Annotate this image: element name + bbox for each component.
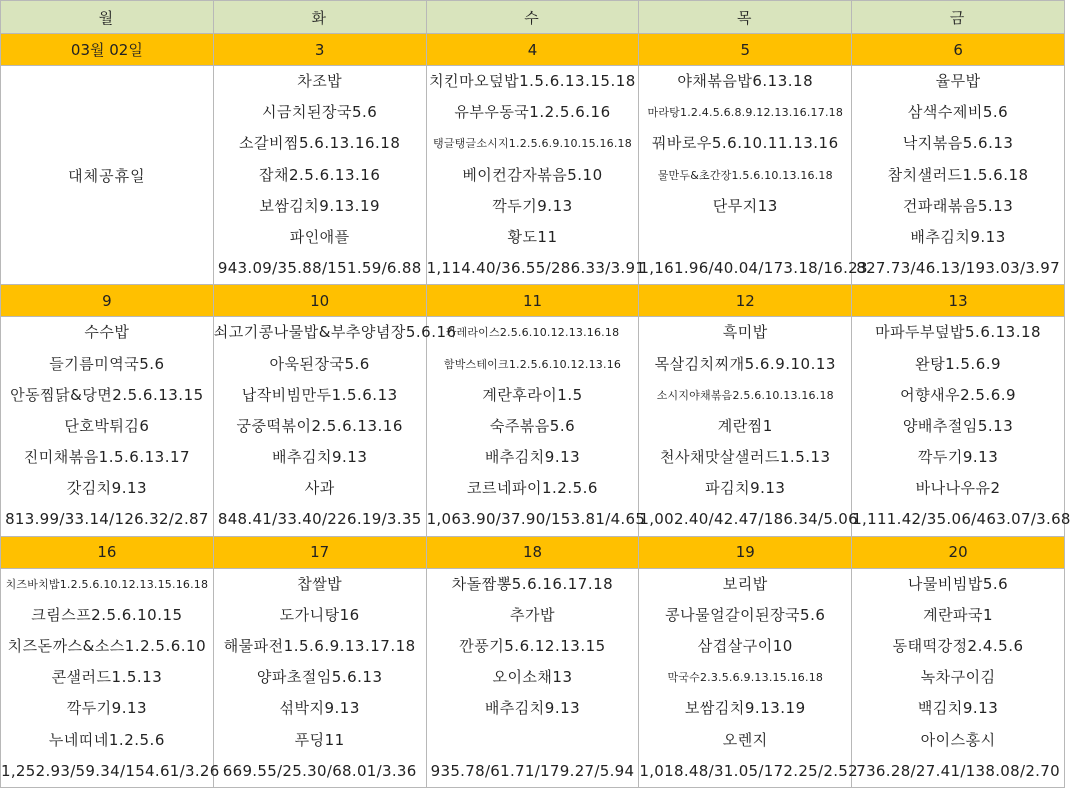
menu-item: 흑미밥 — [722, 323, 768, 342]
nutrition-info: 827.73/46.13/193.03/3.97 — [856, 259, 1060, 278]
menu-item: 천사채맛살샐러드1.5.13 — [659, 448, 831, 467]
menu-item: 삼겹살구이10 — [697, 637, 793, 655]
menu-item: 크림스프2.5.6.10.15 — [31, 605, 183, 624]
menu-item: 깐풍기5.6.12.13.15 — [459, 637, 606, 655]
menu-cell-mon — [1, 568, 220, 787]
menu-item: 단호박튀김6 — [64, 416, 150, 435]
menu-item — [639, 222, 851, 253]
menu-item: 쇠고기콩나물밥&부추양념장5.6.16 — [213, 323, 457, 342]
menu-cell-thu — [639, 568, 858, 787]
menu-item: 누네띠네1.2.5.6 — [48, 730, 165, 749]
date-cell-wed: 11 — [426, 285, 639, 317]
menu-item: 배추김치9.13 — [484, 448, 581, 467]
menu-cell-mon — [1, 66, 214, 285]
menu-cell-tue — [213, 568, 426, 787]
menu-item: 보쌈김치9.13.19 — [259, 196, 381, 215]
menu-item: 꿔바로우5.6.10.11.13.16 — [651, 134, 839, 153]
menu-item: 콩나물얼갈이된장국5.6 — [665, 605, 826, 624]
date-cell-tue: 17 — [213, 536, 426, 568]
menu-item: 추가밥 — [510, 605, 555, 624]
weekday-header-row — [1, 1, 1065, 34]
date-cell-tue: 3 — [213, 34, 426, 66]
menu-item: 율무밥 — [935, 72, 981, 90]
menu-body — [1, 34, 1071, 788]
menu-item: 배추김치9.13 — [484, 699, 581, 718]
menu-item: 카레라이스2.5.6.10.12.13.16.18 — [445, 326, 620, 340]
menu-item: 납작비빔만두1.5.6.13 — [241, 385, 398, 404]
menu-item: 막국수2.3.5.6.9.13.15.16.18 — [667, 671, 824, 685]
menu-item: 아이스홍시 — [920, 730, 996, 749]
menu-item: 콘샐러드1.5.13 — [51, 668, 163, 687]
menu-item: 삼색수제비5.6 — [907, 103, 1009, 122]
menu-item: 야채볶음밥6.13.18 — [677, 72, 814, 90]
menu-cell-thu — [639, 317, 858, 536]
menu-item: 코르네파이1.2.5.6 — [467, 479, 598, 498]
nutrition-info: 943.09/35.88/151.59/6.88 — [217, 259, 422, 278]
menu-item: 계란파국1 — [923, 605, 994, 624]
menu-item: 깍두기9.13 — [66, 699, 148, 718]
nutrition-info: 848.41/33.40/226.19/3.35 — [217, 510, 422, 529]
menu-cell-mon — [1, 317, 214, 536]
nutrition-info: 1,252.93/59.34/154.61/3.26 — [1, 761, 220, 780]
day-header-thu: 목 — [639, 1, 852, 34]
menu-item: 소갈비찜5.6.13.16.18 — [239, 134, 401, 153]
menu-item: 찹쌀밥 — [297, 574, 343, 593]
menu-item: 차조밥 — [297, 72, 343, 90]
menu-item: 참치샐러드1.5.6.18 — [887, 165, 1029, 184]
menu-item: 탱글탱글소시지1.2.5.6.9.10.15.16.18 — [433, 137, 632, 151]
menu-item: 파인애플 — [289, 227, 350, 246]
date-cell-fri: 20 — [852, 536, 1065, 568]
menu-cell-tue — [213, 66, 426, 285]
menu-item: 양배추절임5.13 — [902, 416, 1014, 435]
menu-item: 소시지야채볶음2.5.6.10.13.16.18 — [656, 388, 834, 402]
date-cell-fri: 6 — [852, 34, 1065, 66]
menu-cell-fri — [852, 66, 1065, 285]
menu-item: 시금치된장국5.6 — [262, 103, 378, 122]
date-cell-wed: 18 — [426, 536, 639, 568]
menu-item: 물만두&초간장1.5.6.10.13.16.18 — [657, 168, 833, 182]
date-cell-thu: 12 — [639, 285, 852, 317]
nutrition-info: 1,161.96/40.04/173.18/16.23 — [639, 259, 868, 278]
menu-cell-tue — [213, 317, 457, 536]
menu-item: 수수밥 — [84, 323, 130, 342]
date-cell-fri: 13 — [852, 285, 1065, 317]
menu-item: 깍두기9.13 — [492, 196, 573, 215]
nutrition-info: 736.28/27.41/138.08/2.70 — [856, 761, 1060, 780]
date-cell-tue: 10 — [213, 285, 426, 317]
date-cell-mon: 9 — [1, 285, 214, 317]
menu-item: 계란찜1 — [717, 416, 773, 435]
nutrition-info: 813.99/33.14/126.32/2.87 — [5, 510, 209, 529]
date-row — [1, 34, 1065, 66]
menu-item: 섞박지9.13 — [279, 699, 360, 718]
menu-item: 단무지13 — [712, 196, 778, 215]
menu-item: 잡채2.5.6.13.16 — [259, 165, 381, 184]
menu-item: 차돌짬뽕5.6.16.17.18 — [451, 574, 614, 593]
menu-item: 마파두부덮밥5.6.13.18 — [875, 323, 1042, 342]
menu-item: 백김치9.13 — [917, 699, 999, 718]
menu-item: 궁중떡볶이2.5.6.13.16 — [236, 416, 403, 435]
date-row — [1, 285, 1065, 317]
day-header-tue: 화 — [213, 1, 426, 34]
nutrition-info: 1,002.40/42.47/186.34/5.06 — [639, 510, 858, 529]
menu-item: 완탕1.5.6.9 — [915, 354, 1002, 373]
menu-cell-thu — [639, 66, 868, 285]
menu-item: 안동찜닭&당면2.5.6.13.15 — [10, 385, 204, 404]
menu-item: 오렌지 — [722, 730, 768, 749]
date-cell-mon: 03월 02일 — [1, 34, 214, 66]
menu-item: 마라탕1.2.4.5.6.8.9.12.13.16.17.18 — [647, 106, 844, 120]
menu-item: 숙주볶음5.6 — [489, 416, 576, 435]
menu-row — [1, 317, 1065, 536]
menu-cell-wed — [426, 568, 639, 787]
menu-item: 깍두기9.13 — [917, 448, 999, 467]
menu-item: 들기름미역국5.6 — [49, 354, 165, 373]
menu-item: 보쌈김치9.13.19 — [684, 699, 806, 718]
menu-item: 치즈바치밥1.2.5.6.10.12.13.15.16.18 — [5, 577, 209, 591]
menu-item: 건파래볶음5.13 — [902, 196, 1014, 215]
menu-item: 동태떡강정2.4.5.6 — [892, 637, 1024, 655]
day-header-mon: 월 — [1, 1, 214, 34]
date-cell-thu: 5 — [639, 34, 852, 66]
menu-item: 양파초절임5.6.13 — [256, 668, 383, 687]
menu-item: 파김치9.13 — [705, 479, 786, 498]
date-cell-mon: 16 — [1, 536, 214, 568]
nutrition-info: 1,018.48/31.05/172.25/2.52 — [639, 761, 858, 780]
nutrition-info: 1,063.90/37.90/153.81/4.65 — [426, 510, 646, 529]
menu-item: 오이소채13 — [492, 668, 573, 687]
menu-cell-wed — [426, 317, 646, 536]
menu-item: 녹차구이김 — [920, 668, 996, 687]
menu-item: 함박스테이크1.2.5.6.10.12.13.16 — [443, 357, 622, 371]
menu-item: 유부우동국1.2.5.6.16 — [454, 103, 611, 122]
menu-item: 해물파전1.5.6.9.13.17.18 — [223, 637, 416, 655]
menu-item: 황도11 — [507, 227, 558, 246]
menu-item: 낙지볶음5.6.13 — [902, 134, 1014, 153]
menu-item: 베이컨감자볶음5.10 — [462, 165, 603, 184]
nutrition-info: 1,111.42/35.06/463.07/3.68 — [852, 510, 1071, 529]
menu-cell-fri — [852, 568, 1065, 787]
menu-item: 바나나우유2 — [915, 479, 1001, 498]
menu-item: 어향새우2.5.6.9 — [900, 385, 1017, 404]
holiday-label: 대체공휴일 — [68, 166, 146, 185]
date-cell-wed: 4 — [426, 34, 639, 66]
menu-item: 아욱된장국5.6 — [269, 354, 370, 373]
menu-item: 치즈돈까스&소스1.2.5.6.10 — [7, 637, 207, 655]
menu-item: 목살김치찌개5.6.9.10.13 — [654, 354, 836, 373]
menu-item: 보리밥 — [722, 574, 768, 593]
menu-item: 계란후라이1.5 — [482, 385, 583, 404]
menu-row — [1, 66, 1065, 285]
nutrition-info: 669.55/25.30/68.01/3.36 — [222, 761, 417, 780]
day-header-wed: 수 — [426, 1, 639, 34]
menu-row — [1, 568, 1065, 787]
menu-item: 나물비빔밥5.6 — [907, 574, 1009, 593]
menu-cell-wed — [426, 66, 646, 285]
nutrition-info: 935.78/61.71/179.27/5.94 — [430, 761, 635, 780]
menu-item: 푸딩11 — [294, 730, 345, 749]
menu-item: 배추김치9.13 — [910, 227, 1006, 246]
date-cell-thu: 19 — [639, 536, 852, 568]
menu-item: 치킨마오덮밥1.5.6.13.15.18 — [429, 72, 636, 90]
menu-item: 배추김치9.13 — [272, 448, 368, 467]
menu-item: 도가니탕16 — [279, 605, 360, 624]
menu-item: 진미채볶음1.5.6.13.17 — [23, 448, 191, 467]
date-row — [1, 536, 1065, 568]
nutrition-info: 1,114.40/36.55/286.33/3.91 — [426, 259, 646, 278]
day-header-fri: 금 — [852, 1, 1065, 34]
menu-item: 사과 — [304, 479, 335, 498]
menu-item: 갓김치9.13 — [66, 479, 148, 498]
menu-cell-fri — [852, 317, 1071, 536]
menu-item — [427, 725, 639, 756]
